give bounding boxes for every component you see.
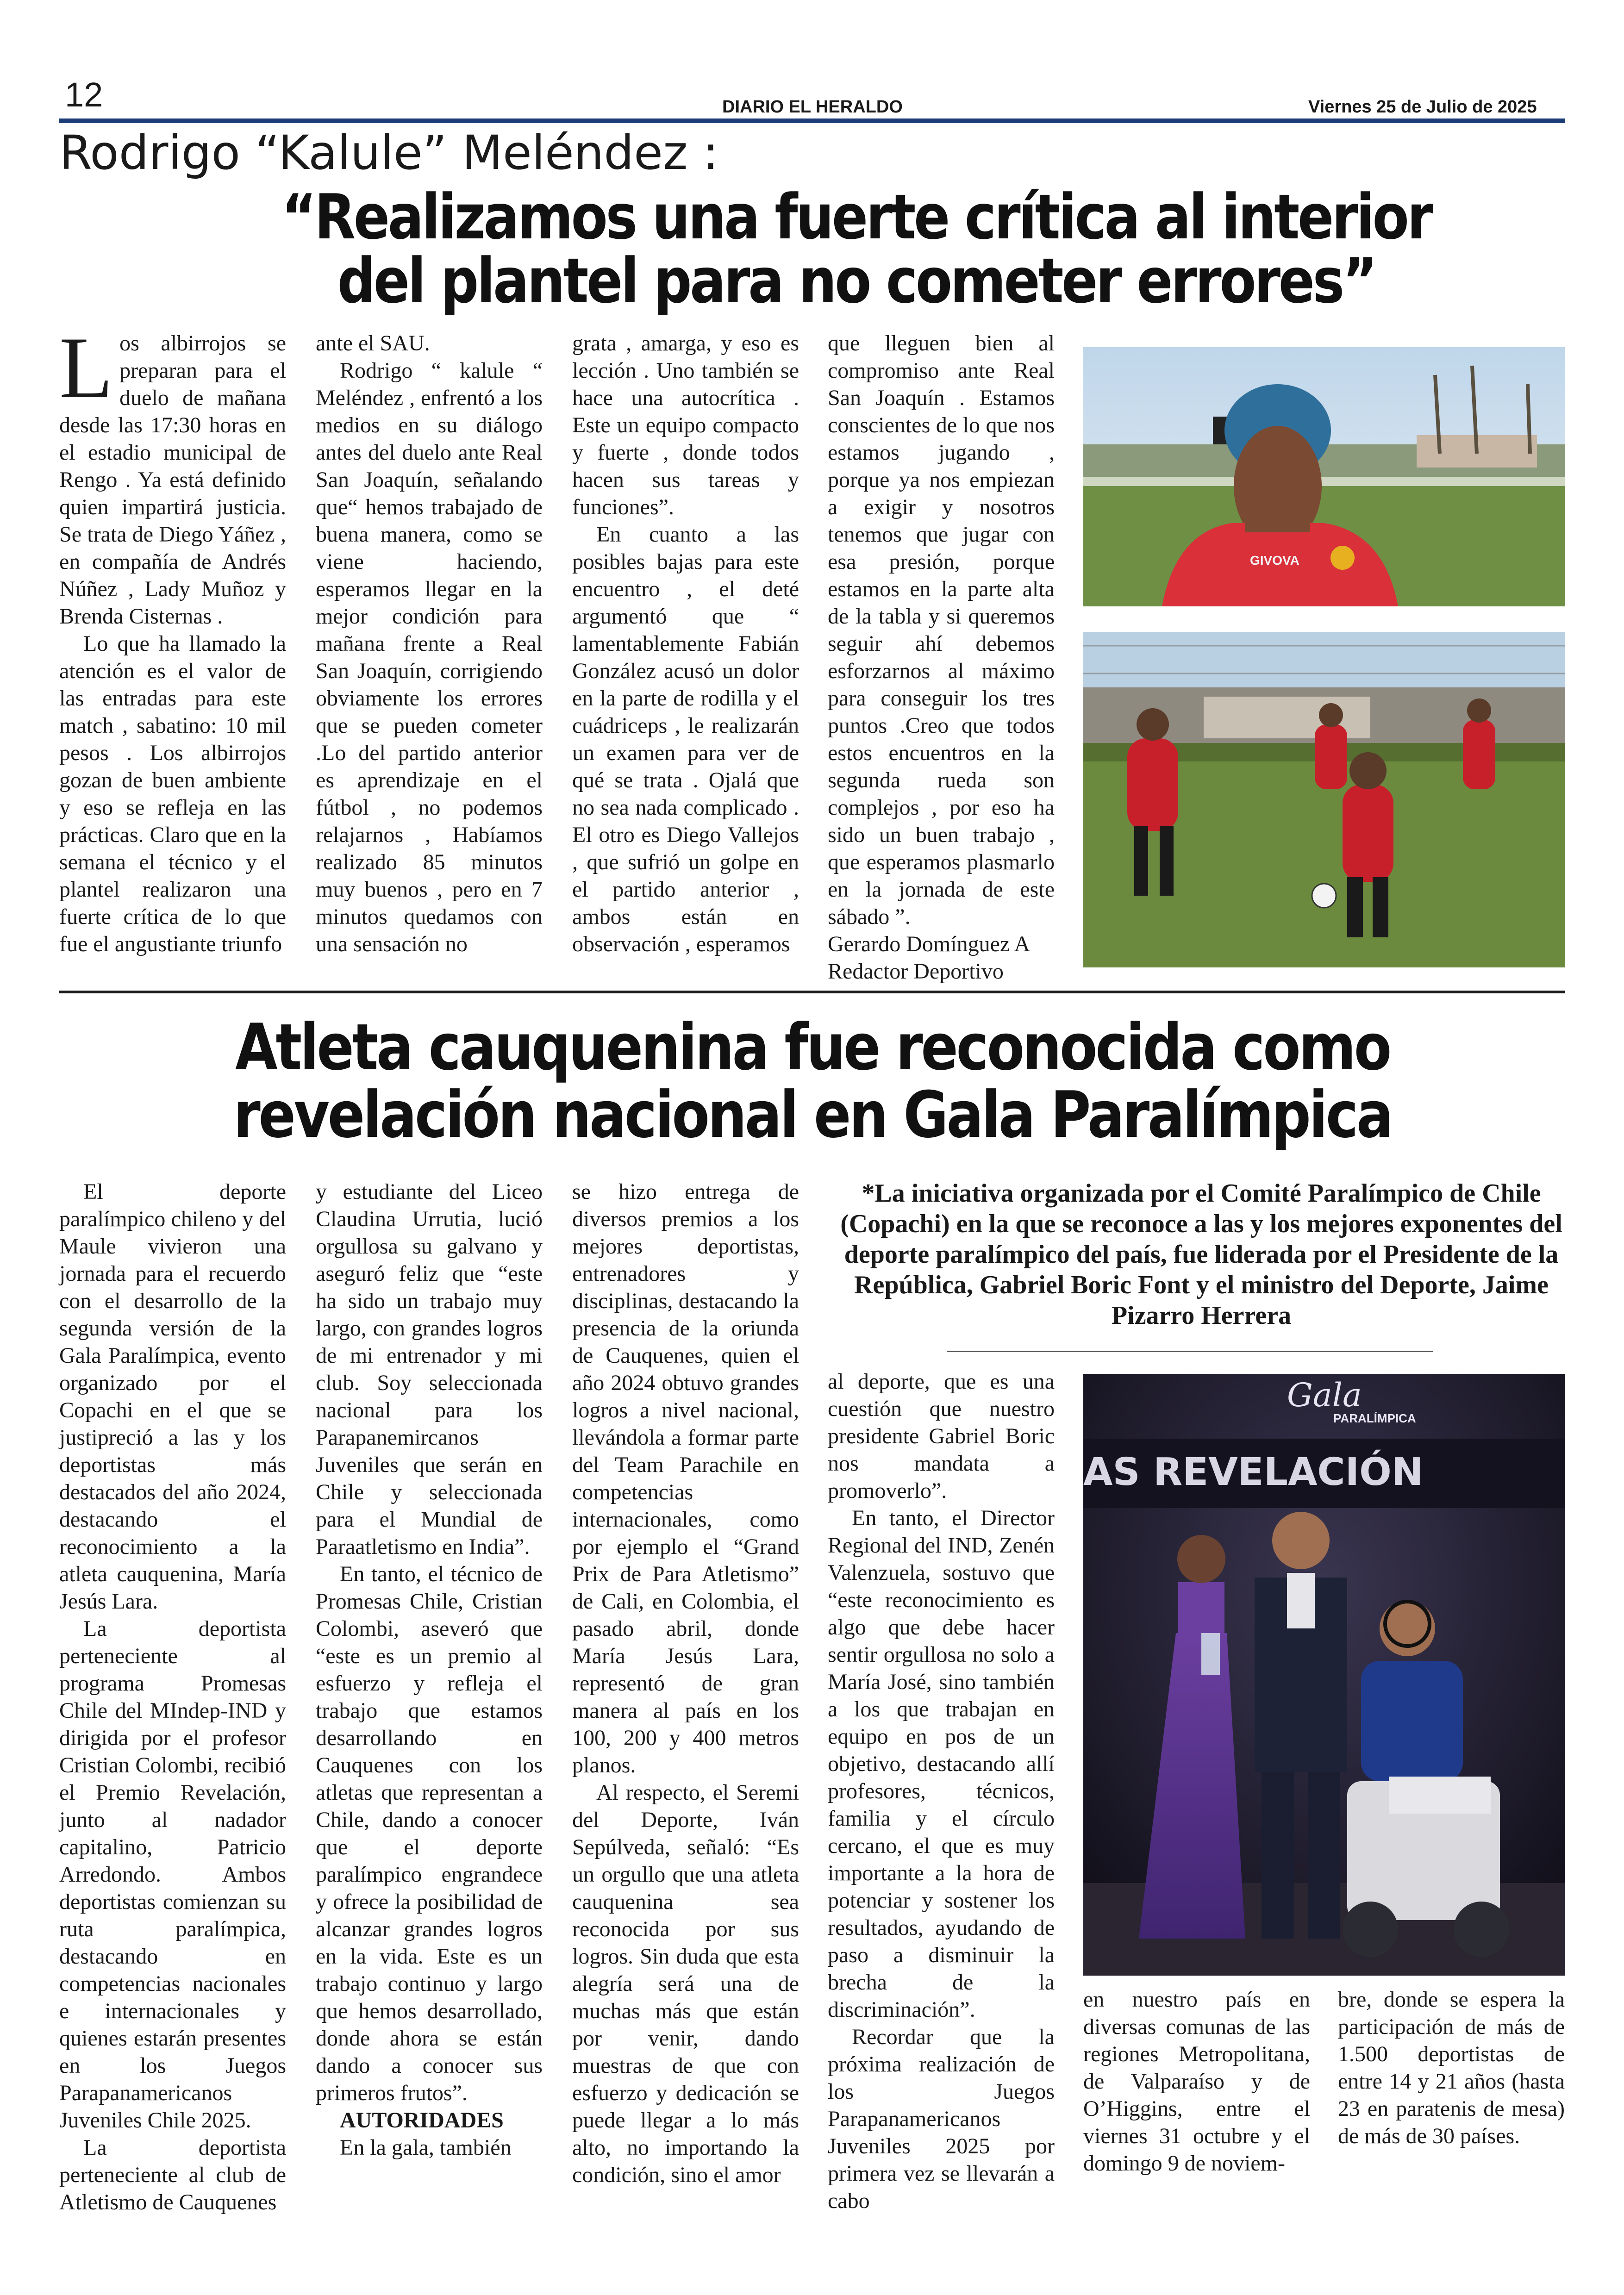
authorities-subhead: AUTORIDADES	[340, 2108, 504, 2133]
article2-col2-paragraph-2: En tanto, el técnico de Promesas Chile, Cristian Colombi, aseveró que “este es un premio al esfuerzo y refleja el trabajo que estamos desarrollando en Cauquenes con los atletas que representan a Chile, dando a conocer que el deporte paralímpico engrandece y ofrece la posibilidad de alcanzar grandes logros en la vida. Este es un trabajo continuo y largo que hemos desarrollado, donde ahora se están dando a conocer sus primeros frutos”.	[316, 1562, 543, 2105]
training-photo	[1083, 632, 1565, 967]
drop-cap: L	[59, 319, 113, 417]
article1-kicker: Rodrigo “Kalule” Meléndez :	[59, 125, 719, 181]
article2-col1-paragraph-2: La deportista perteneciente al programa Promesas Chile del MIndep-IND y dirigida por el profesor Cristian Colombi, recibió el Premio Revelación, junto al nadador capitalino, Patricio Arredondo. Ambos deportistas comienzan su ruta paralímpica, destacando en competencias nacionales e internacionales y quienes estarán presentes en los Juegos Parapanamericanos Juveniles Chile 2025.	[59, 1616, 286, 2133]
article2-headline	[166, 1010, 1460, 1152]
article2-headline-line1: Atleta cauquenina fue reconocida como	[235, 1010, 1390, 1085]
article2-col3-paragraph-2: Al respecto, el Seremi del Deporte, Iván Sepúlveda, señaló: “Es un orgullo que una atleta cauquenina sea reconocida por sus logros. Sin duda que esta alegría será una de muchas más que están por venir, dando muestras de que con esfuerzo y dedicación se puede llegar a lo más alto, no importando la condición, sino el amor	[572, 1780, 799, 2187]
article2-column-2	[316, 1178, 543, 2161]
article2-deck: *La iniciativa organizada por el Comité Paralímpico de Chile (Copachi) en la que se reconoce a las y los mejores exponentes del deporte paralímpico del país, fue liderada por el Presidente de la República, Gabriel Boric Font y el ministro del Deporte, Jaime Pizarro Herrera	[840, 1179, 1562, 1330]
gala-script-text: Gala	[1287, 1376, 1362, 1414]
article2-col2-paragraph-3: En la gala, también	[340, 2135, 512, 2160]
gala-award-photo	[1083, 1374, 1565, 1976]
article2-headline-line2: revelación nacional en Gala Paralímpica	[233, 1078, 1392, 1152]
article1-col3-paragraph-2: En cuanto a las posibles bajas para este encuentro , el deté argumentó que “ lamentablemente Fabián González acusó un dolor en la parte de rodilla y el cuádriceps , le realizarán un examen para ver de qué se trata . Ojalá que no sea nada complicado . El otro es Diego Vallejos , que sufrió un golpe en el partido anterior , ambos están en observación , esperamos	[572, 522, 799, 956]
gala-small-text: PARALÍMPICA	[1333, 1411, 1416, 1425]
article2-column-4	[828, 1368, 1055, 2214]
article2-col4-paragraph-1: al deporte, que es una cuestión que nuestro presidente Gabriel Boric nos mandata a promoverlo”.	[828, 1369, 1055, 1503]
issue-date: Viernes 25 de Julio de 2025	[1308, 97, 1537, 117]
article2-col1-paragraph-1: El deporte paralímpico chileno y del Maule vivieron una jornada para el recuerdo con el desarrollo de la segunda versión de la Gala Paralímpica, evento organizado por el Copachi en el que se justipreció a las y los deportistas más destacados del año 2024, destacando el reconocimiento a la atleta cauquenina, María Jesús Lara.	[59, 1179, 286, 1614]
article1-headline-line2: del plantel para no cometer errores”	[337, 245, 1376, 317]
page-number: 12	[65, 75, 103, 114]
article1-column-3	[572, 330, 799, 958]
coach-portrait-photo	[1083, 347, 1565, 606]
article1-headline-line1: “Realizamos una fuerte crítica al interior	[281, 181, 1432, 253]
revelation-banner-text: AS REVELACIÓN	[1083, 1450, 1424, 1494]
article1-headline	[239, 181, 1474, 317]
article1-column-1	[59, 319, 286, 958]
article2-column-5	[1083, 1986, 1310, 2177]
article2-col1-paragraph-3: La deportista perteneciente al club de Atletismo de Cauquenes	[59, 2135, 286, 2214]
deck-rule	[947, 1351, 1433, 1352]
byline-name: Gerardo Domínguez A	[828, 932, 1031, 956]
article1-col1-paragraph-1: os albirrojos se preparan para el duelo de mañana desde las 17:30 horas en el estadio municipal de Rengo . Ya está definido quien impartirá justicia. Se trata de Diego Yáñez , en compañía de Andrés Núñez , Lady Muñoz y Brenda Cisternas .	[59, 331, 286, 629]
article2-col5-paragraph-1: en nuestro país en diversas comunas de las regiones Metropolitana, de Valparaíso y de O’Higgins, entre el viernes 31 octubre y el domingo 9 de noviem-	[1083, 1987, 1310, 2176]
byline-role: Redactor Deportivo	[828, 959, 1004, 984]
newspaper-name: DIARIO EL HERALDO	[722, 97, 903, 117]
article2-col4-paragraph-2: En tanto, el Director Regional del IND, Zenén Valenzuela, sostuvo que “este reconocimiento es algo que debe hacer sentir orgullosa no solo a María José, sino también a los que trabajan en equipo en pos de un objetivo, destacando allí profesores, técnicos, familia y el círculo cercano, el que es muy importante a la hora de potenciar y sostener los resultados, ayudando de paso a disminuir la brecha de la discriminación”.	[828, 1506, 1055, 2022]
article1-col2-paragraph-2: Rodrigo “ kalule “ Meléndez , enfrentó a los medios en su diálogo antes del duelo ante Real San Joaquín, señalando que“ hemos trabajado de buena manera, como se viene haciendo, esperamos llegar en la mejor condición para mañana frente a Real San Joaquín, corrigiendo obviamente los errores que se pueden cometer .Lo del partido anterior es aprendizaje en el fútbol , no podemos relajarnos , Habíamos realizado 85 minutos muy buenos , pero en 7 minutos quedamos con una sensación no	[316, 358, 543, 956]
article1-col4-paragraph-1: que lleguen bien al compromiso ante Real San Joaquín . Estamos conscientes de lo que nos estamos jugando , porque ya nos empiezan a exigir y nosotros tenemos que jugar con esa presión, porque estamos en la parte alta de la tabla y si queremos seguir ahí debemos esforzarnos al máximo para conseguir los tres puntos .Creo que todos estos encuentros en la segunda rueda son complejos , por eso ha sido un buen trabajo , que esperamos plasmarlo en la jornada de este sábado ”.	[828, 331, 1055, 929]
article2-col4-paragraph-3: Recordar que la próxima realización de los Juegos Parapanamericanos Juveniles 2025 por primera vez se llevarán a cabo	[828, 2025, 1055, 2213]
article1-column-2	[316, 330, 543, 958]
article1-column-4	[828, 330, 1055, 985]
header-rule	[59, 118, 1565, 123]
article2-column-1	[59, 1178, 286, 2216]
article2-col3-paragraph-1: se hizo entrega de diversos premios a los mejores deportistas, entrenadores y disciplinas, destacando la presencia de la oriunda de Cauquenes, quien el año 2024 obtuvo grandes logros a nivel nacional, llevándola a formar parte del Team Parachile en competencias internacionales, como por ejemplo el “Grand Prix de Para Atletismo” de Cali, en Colombia, el pasado abril, donde María Jesús Lara, representó de gran manera al país en los 100, 200 y 400 metros planos.	[572, 1179, 799, 1777]
article1-col1-paragraph-2: Lo que ha llamado la atención es el valor de las entradas para este match , sabatino: 10 mil pesos . Los albirrojos gozan de buen ambiente y eso se refleja en las prácticas. Claro que en la semana el técnico y el plantel realizaron una fuerte crítica de lo que fue el angustiante triunfo	[59, 631, 286, 956]
article1-col3-paragraph-1: grata , amarga, y eso es lección . Uno también se hace una autocrítica . Este un equipo compacto y fuerte , donde todos hacen sus tareas y funciones”.	[572, 331, 799, 519]
section-divider	[59, 991, 1565, 993]
article2-column-6	[1338, 1986, 1565, 2150]
article1-col2-paragraph-1: ante el SAU.	[316, 331, 430, 355]
article2-column-3	[572, 1178, 799, 2189]
givova-logo-text: GIVOVA	[1250, 553, 1299, 568]
article2-col6-paragraph-1: bre, donde se espera la participación de más de 1.500 deportistas de entre 14 y 21 años (hasta 23 en paratenis de mesa) de más de 30 países.	[1338, 1987, 1565, 2148]
article2-col2-paragraph-1: y estudiante del Liceo Claudina Urrutia, lució orgullosa su galvano y aseguró feliz que “este ha sido un trabajo muy largo, con grandes logros de mi entrenador y mi club. Soy seleccionada nacional para los Parapanemircanos Juveniles que serán en Chile y seleccionada para el Mundial de Paraatletismo en India”.	[316, 1179, 543, 1559]
